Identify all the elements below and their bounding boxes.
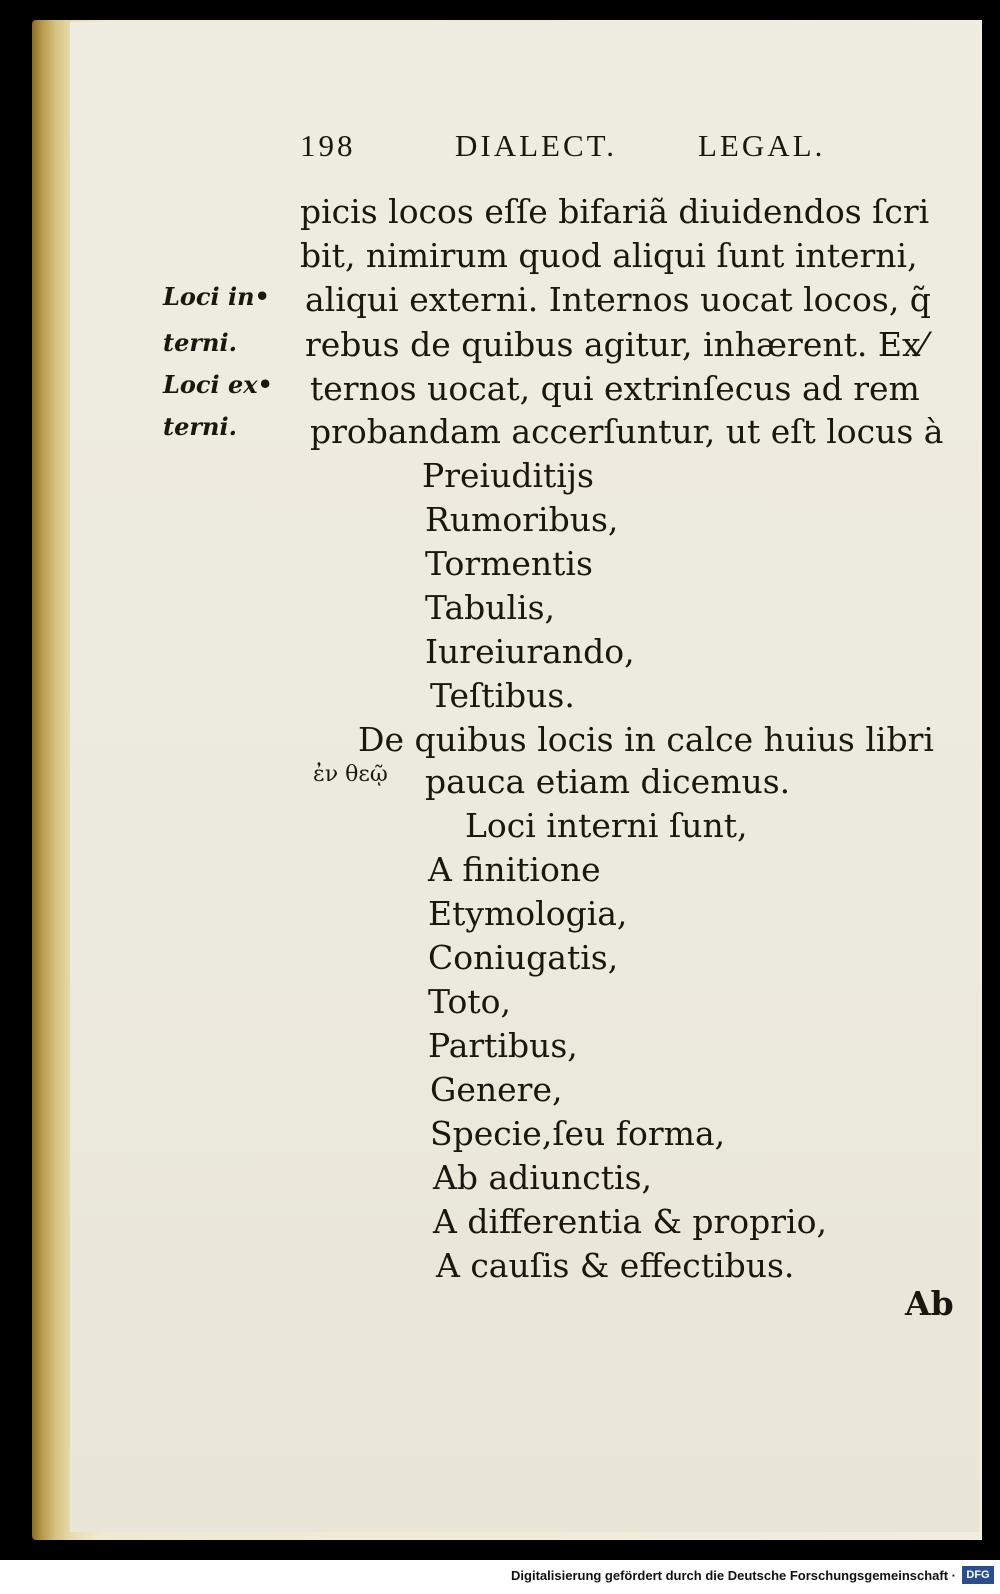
list-item: Genere, — [430, 1070, 563, 1109]
margin-note: terni. — [163, 412, 237, 441]
body-line: probandam accerſuntur, ut eſt locus à — [310, 412, 944, 451]
catchword: Ab — [905, 1284, 954, 1323]
margin-note: Loci in• — [163, 282, 270, 311]
list-item: A finitione — [428, 850, 601, 889]
list-item: A cauſis & effectibus. — [436, 1246, 795, 1285]
running-header — [300, 128, 860, 168]
paragraph-line: De quibus locis in calce huius libri — [358, 720, 934, 759]
list-item: Toto, — [428, 982, 511, 1021]
dfg-logo: DFG — [962, 1566, 994, 1584]
list-item: Preiuditijs — [422, 456, 594, 495]
list-item: Tormentis — [425, 544, 593, 583]
list-item: Ab adiunctis, — [433, 1158, 653, 1197]
list-item: Tabulis, — [425, 588, 556, 627]
list-item: Iureiurando, — [425, 632, 635, 671]
list-item: Coniugatis, — [428, 938, 619, 977]
list-item: Etymologia, — [428, 894, 628, 933]
margin-note: ἐν θεῷ — [313, 762, 388, 787]
body-line: rebus de quibus agitur, inhærent. Ex⁄ — [305, 325, 927, 364]
list-item: Specie,ſeu forma, — [430, 1114, 726, 1153]
digitization-credit: Digitalisierung gefördert durch die Deutsche Forschungsgemeinschaft · — [511, 1568, 956, 1583]
body-line: picis locos eſſe bifariã diuidendos ſcri — [300, 192, 930, 231]
list-item: Partibus, — [428, 1026, 578, 1065]
margin-note: Loci ex• — [163, 370, 273, 399]
body-line: aliqui externi. Internos uocat locos, q̃ — [305, 280, 931, 319]
body-line: ternos uocat, qui extrinſecus ad rem — [310, 369, 920, 408]
body-line: bit, nimirum quod aliqui ſunt interni, — [300, 236, 918, 275]
page-number: 198 — [300, 128, 356, 163]
running-title-left: DIALECT. — [455, 128, 618, 163]
footer-bar — [0, 1560, 1000, 1594]
list-item: Teſtibus. — [430, 676, 575, 715]
running-title-right: LEGAL. — [698, 128, 826, 163]
paragraph-line: pauca etiam dicemus. — [425, 762, 791, 801]
list-item: Rumoribus, — [425, 500, 619, 539]
list-heading: Loci interni ſunt, — [465, 806, 748, 845]
margin-note: terni. — [163, 328, 237, 357]
list-item: A differentia & proprio, — [433, 1202, 827, 1241]
